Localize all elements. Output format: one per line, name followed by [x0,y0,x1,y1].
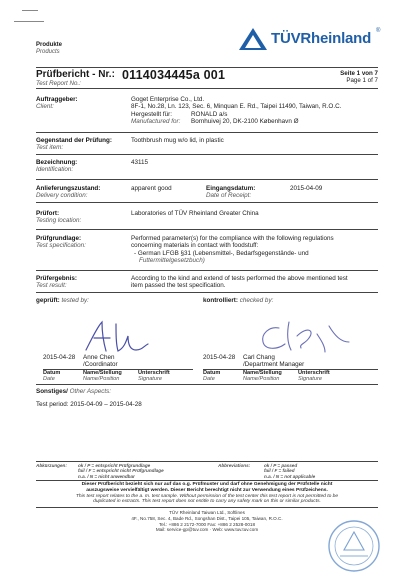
receipt-label: Eingangsdatum: Date of Receipt: [206,185,256,200]
section-rule [36,270,378,271]
abbr-rule-bottom [36,480,378,481]
receipt-date: 2015-04-09 [290,185,323,192]
location-label: Prüfort: Testing location: [36,210,82,225]
manufactured-for: Hergestellt für: Manufactured for: RONALD a/s Bornhuivej 20, DK-2100 København Ø [131,110,299,125]
delivery-label: Anlieferungszustand: Delivery condition: [36,185,101,200]
tuv-logo [238,25,388,53]
identification-label: Bezeichnung: Identification: [36,159,78,174]
title-rule-bottom [36,88,378,89]
disclaimer: Dieser Prüfbericht bezieht sich nur auf das o.g. Prüfmuster und darf ohne Genehmigung der Prüfstelle nicht auszugsweise vervielfältigt werden. Dieser Bericht berechtigt nicht zur Verwendung eines Prüfzeichens. This test report relates to the a. m. test sample. Without permission of the test center this test report is not permitted to be duplicated in extracts. This test report does not entitle to carry any safety mark on this or similar products. [75,482,339,505]
corner-mark [22,10,38,11]
specification-label: Prüfgrundlage: Test specification: [36,235,86,250]
section-rule [36,292,378,293]
location-value: Laboratories of TÜV Rheinland Greater China [131,210,259,217]
specification-value: Performed parameter(s) for the compliance with the following regulations concerning materials in contact with foodstuff: - German LFGB §31 (Lebensmittel-, Bedarfsgegenstände- und Futtermittelgesetzbuch) [131,235,334,264]
lab-stamp-icon [324,518,384,574]
page-indicator: Seite 1 von 7 Page 1 of 7 [340,70,378,85]
abbreviations-de: Abkürzungen: ok / P = entspricht Prüfgrundlage fail / F = entspricht nicht Prüfgrundlage n.a. / N = nicht anwendbar [36,463,164,479]
checker-details: 2015-04-28 Carl Chang /Department Manager [203,354,305,369]
product-label: Produkte Products [36,42,63,55]
report-title-label: Prüfbericht - Nr.: Test Report No.: [36,69,115,87]
abbr-rule-top [36,461,378,462]
test-item-label: Gegenstand der Prüfung: Test item: [36,137,112,152]
section-rule [36,132,378,133]
section-rule [36,154,378,155]
footer-address: TÜV Rheinland Taiwan Ltd., Softlines 4F., No.758, Sec. 4, Bade Rd., Songshan Dist., Taipei 105, Taiwan, R.O.C. Tel.: +886 2 2172-7000 Fax: +886 2 2528-0018 Mail: service-gp@tuv.com · Web: www.tuv.tuv.com [131,510,283,533]
checked-by-label: kontrolliert: checked by: [203,297,274,304]
test-item-value: Toothbrush mug w/o lid, in plastic [131,137,224,144]
client-value: Goget Enterprise Co., Ltd. 8F-1, No.28, Ln. 123, Sec. 6, Minquan E. Rd., Taipei 11490, Taiwan, R.O.C. Hergestellt für: Manufactured for: RONALD a/s Bornhuivej 20, DK-2100 København Ø [131,96,342,125]
result-label: Prüfergebnis: Test result: [36,275,77,290]
section-rule [36,229,378,230]
checker-signature [255,316,355,356]
delivery-value: apparent good [131,185,172,192]
section-rule [36,179,378,180]
tester-details: 2015-04-28 Anne Chen /Coordinator [43,354,118,369]
report-number: 0114034445a 001 [122,68,226,82]
other-aspects-label: Sonstiges/ Other Aspects: [36,388,112,395]
footer-rule [36,507,378,508]
section-rule [36,384,378,385]
sig-columns-right: Datum Date Name/Stellung Name/Position Unterschrift Signature [203,370,330,383]
identification-value: 43115 [131,159,149,166]
registered-mark: ® [376,28,381,34]
tuv-brand-text: TÜVRheinland [271,30,372,47]
client-label: Auftraggeber: Client: [36,96,78,111]
tester-signature [82,318,162,356]
sig-columns-left: Datum Date Name/Stellung Name/Position Unterschrift Signature [43,370,170,383]
section-rule [36,202,378,203]
result-value: According to the kind and extend of tests performed the above mentioned test item passed the test specification. [131,275,348,290]
tuv-triangle-icon [238,27,268,51]
test-period: Test period: 2015-04-09 – 2015-04-28 [36,401,142,408]
corner-mark [14,21,44,22]
tested-by-label: geprüft: tested by: [36,297,89,304]
abbreviations-en: Abbreviations: ok / P = passed fail / F = failed n.a. / N = not applicable [218,463,316,479]
